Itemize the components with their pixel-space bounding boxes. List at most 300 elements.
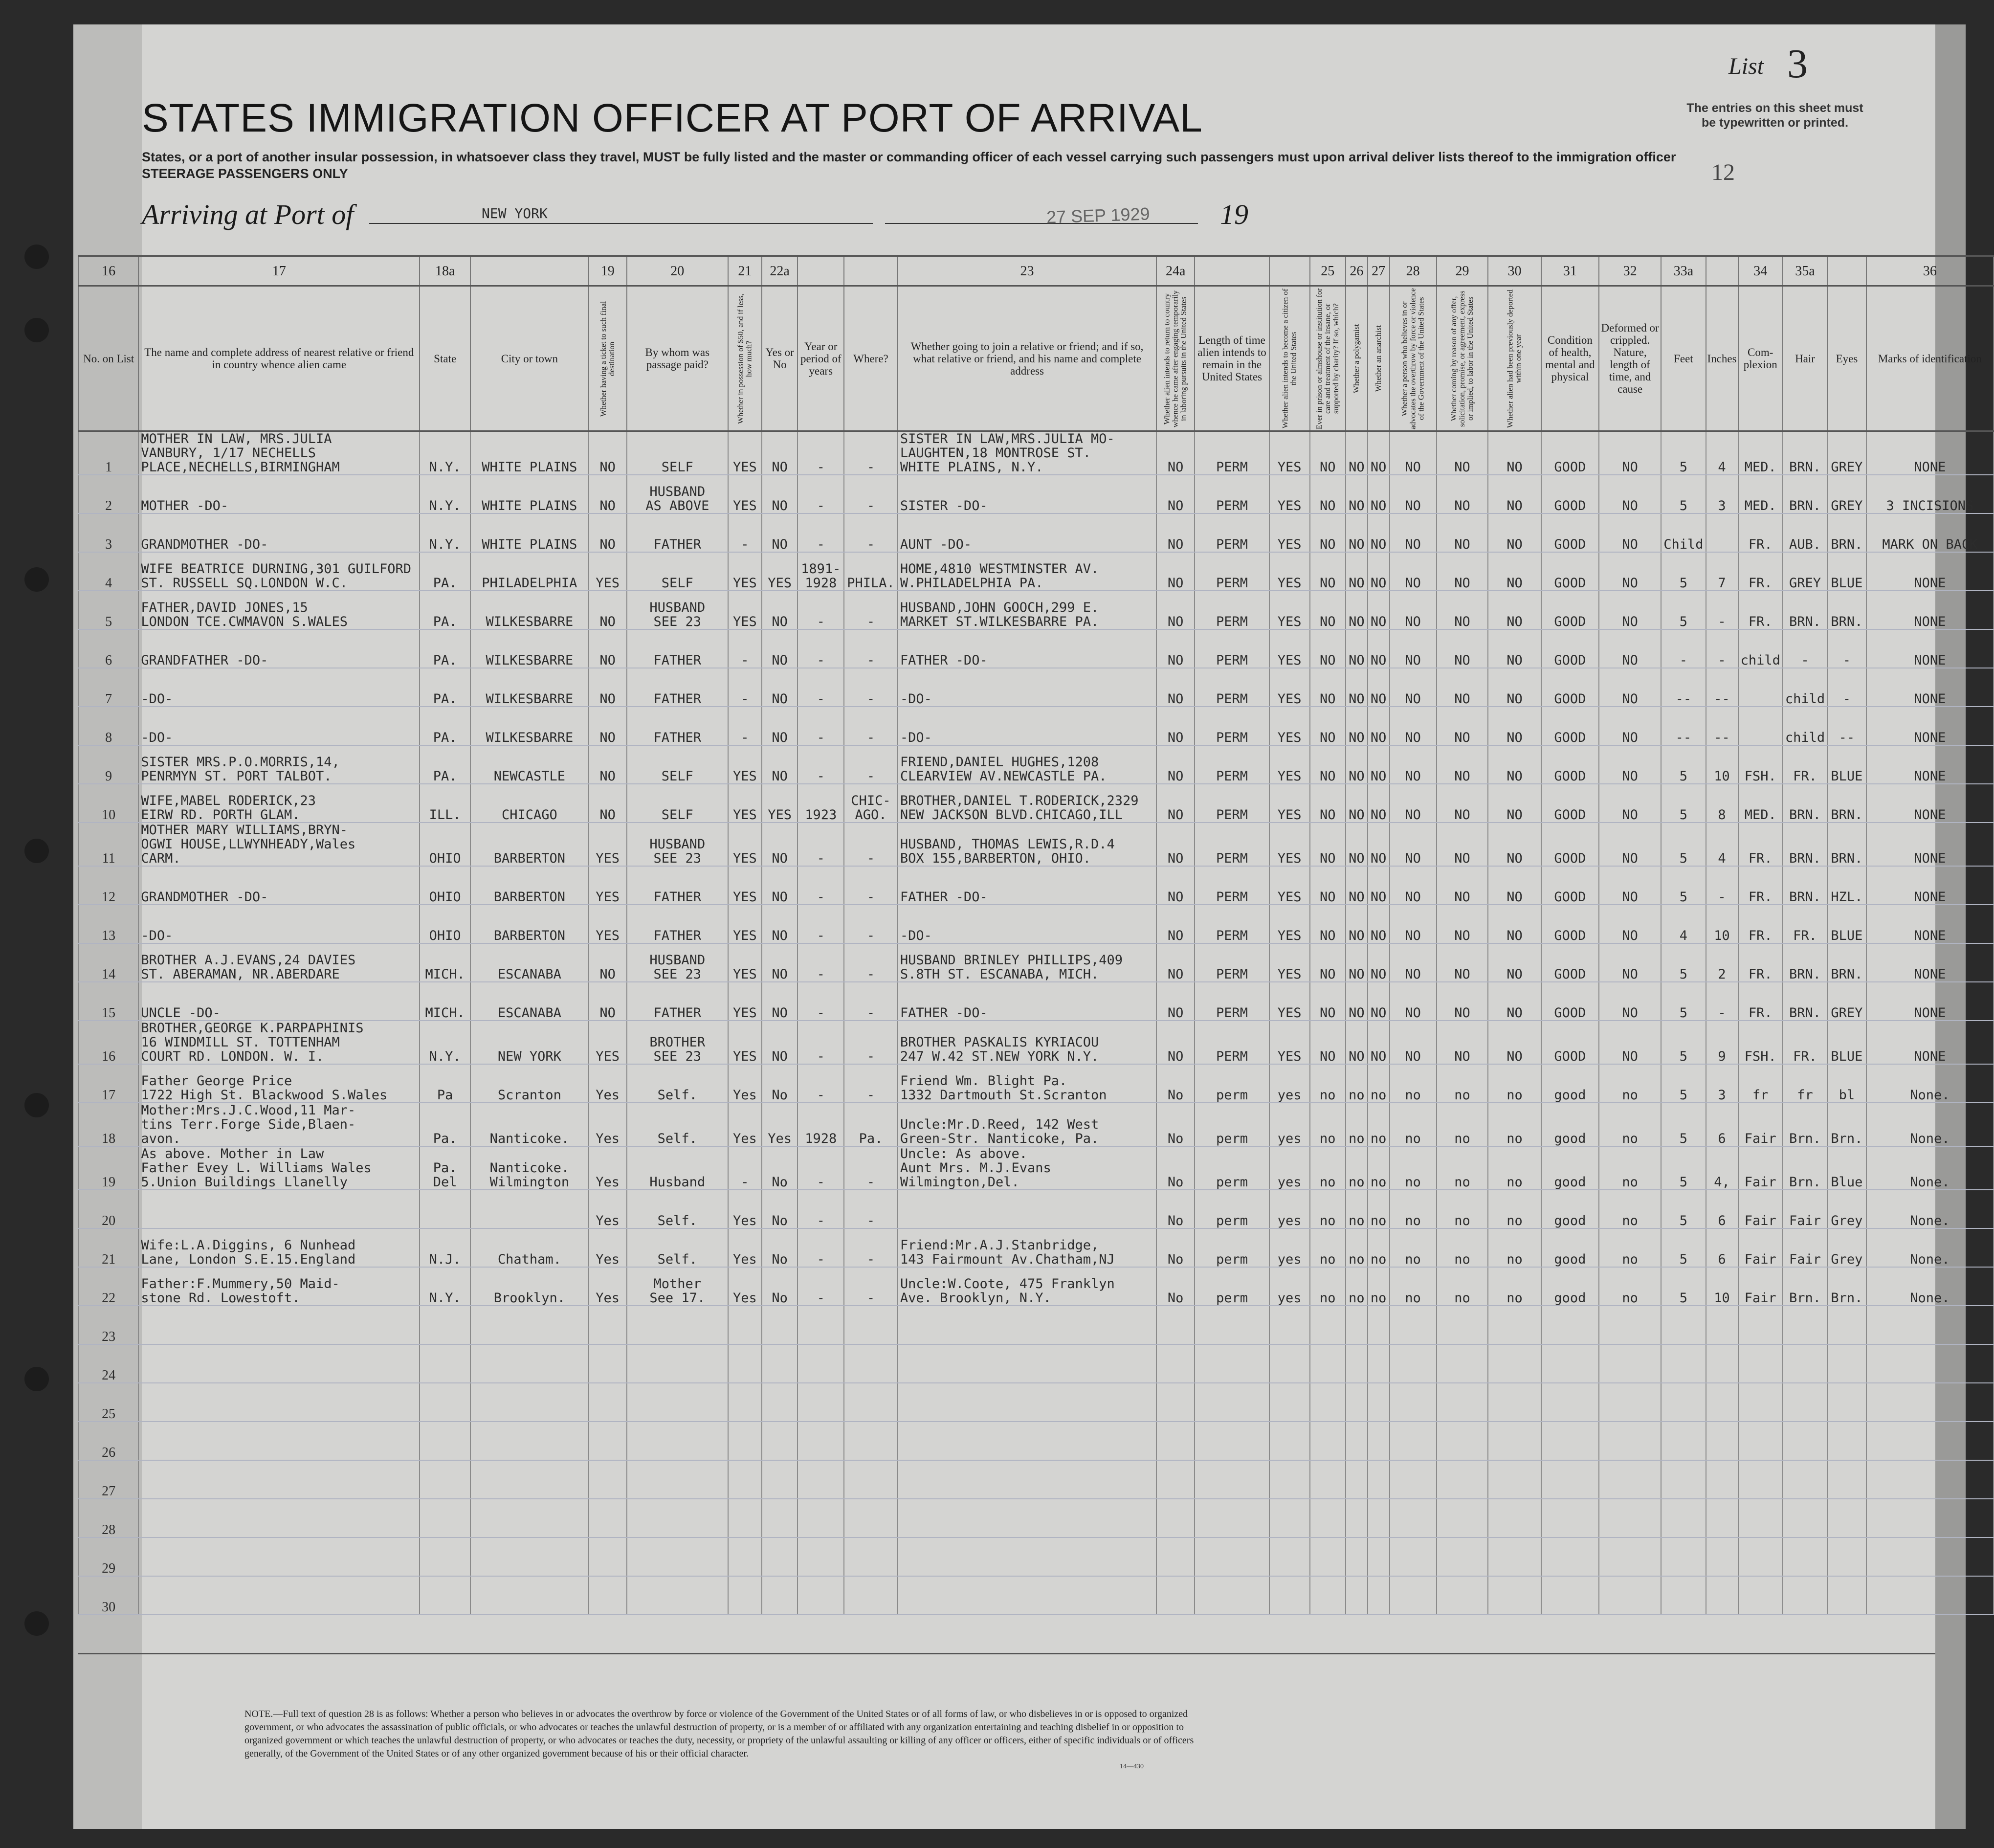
cell-deformed: no [1599, 1103, 1661, 1146]
cell-ticket: NO [589, 475, 627, 513]
cell-prison [1310, 1460, 1346, 1499]
cell-length: PERM [1195, 475, 1269, 513]
row-number: 1 [79, 431, 138, 475]
column-header: Com- plexion [1738, 286, 1783, 431]
cell-feet [1661, 1576, 1706, 1615]
cell-before: NO [762, 1021, 798, 1064]
cell-anarch: NO [1368, 1021, 1390, 1064]
cell-return: NO [1156, 475, 1195, 513]
cell-q30: NO [1488, 982, 1541, 1021]
cell-relative: As above. Mother in Law Father Evey L. Williams Wales 5.Union Buildings Llanelly [138, 1146, 420, 1190]
cell-q28 [1390, 1460, 1437, 1499]
cell-q29 [1437, 1422, 1488, 1460]
cell-anarch: NO [1368, 707, 1390, 745]
cell-complexion [1738, 1306, 1783, 1344]
arriving-label: Arriving at Port of [142, 199, 354, 230]
cell-hair: FR. [1783, 1021, 1827, 1064]
cell-marks: None. [1866, 1228, 1994, 1267]
cell-money: YES [728, 431, 762, 475]
row-number: 17 [79, 1064, 138, 1103]
row-number: 3 [79, 513, 138, 552]
cell-return [1156, 1422, 1195, 1460]
cell-q28: no [1390, 1146, 1437, 1190]
cell-anarch [1368, 1499, 1390, 1537]
cell-q30: NO [1488, 745, 1541, 784]
cell-health: GOOD [1541, 552, 1599, 591]
cell-deformed [1599, 1422, 1661, 1460]
cell-city: NEW YORK [470, 1021, 589, 1064]
cell-join: FATHER -DO- [898, 982, 1156, 1021]
cell-complexion [1738, 1460, 1783, 1499]
cell-q29: no [1437, 1064, 1488, 1103]
cell-q28: NO [1390, 668, 1437, 707]
cell-return [1156, 1344, 1195, 1383]
cell-ticket [589, 1576, 627, 1615]
column-header: Ever in prison or almshouse or institution for care and treatment of the insane, or supported by charity? If so, which? [1310, 286, 1346, 431]
cell-state: MICH. [420, 982, 470, 1021]
cell-city [470, 1499, 589, 1537]
cell-marks: None. [1866, 1103, 1994, 1146]
cell-q28 [1390, 1383, 1437, 1422]
cell-join: FATHER -DO- [898, 629, 1156, 668]
cell-relative: MOTHER MARY WILLIAMS,BRYN- OGWI HOUSE,LLWYNHEADY,Wales CARM. [138, 823, 420, 866]
cell-q28: NO [1390, 475, 1437, 513]
cell-length: PERM [1195, 745, 1269, 784]
table-row [79, 1306, 1994, 1344]
cell-hair [1783, 1576, 1827, 1615]
cell-marks [1866, 1306, 1994, 1344]
cell-health [1541, 1422, 1599, 1460]
cell-where [844, 1422, 898, 1460]
cell-hair: BRN. [1783, 475, 1827, 513]
cell-join: HUSBAND, THOMAS LEWIS,R.D.4 BOX 155,BARBERTON, OHIO. [898, 823, 1156, 866]
cell-complexion [1738, 707, 1783, 745]
cell-hair: BRN. [1783, 943, 1827, 982]
column-header: Whether alien intends to return to country whence he came after engaging temporarily in laboring pursuits in the United States [1156, 286, 1195, 431]
cell-money: YES [728, 823, 762, 866]
cell-return: No [1156, 1228, 1195, 1267]
cell-return: NO [1156, 745, 1195, 784]
cell-money: YES [728, 866, 762, 905]
cell-deformed: NO [1599, 745, 1661, 784]
cell-years: - [798, 475, 844, 513]
cell-complexion: FR. [1738, 943, 1783, 982]
cell-return [1156, 1537, 1195, 1576]
column-number: 29 [1437, 256, 1488, 286]
cell-anarch: no [1368, 1267, 1390, 1306]
cell-before: No [762, 1228, 798, 1267]
cell-anarch [1368, 1306, 1390, 1344]
cell-return: NO [1156, 866, 1195, 905]
cell-inches: 4 [1706, 823, 1738, 866]
cell-city [470, 1422, 589, 1460]
cell-ticket: NO [589, 982, 627, 1021]
cell-years: - [798, 905, 844, 943]
cell-marks: NONE [1866, 982, 1994, 1021]
cell-before [762, 1344, 798, 1383]
date-underline [885, 223, 1198, 224]
cell-money: YES [728, 905, 762, 943]
cell-money: YES [728, 784, 762, 823]
cell-q28 [1390, 1344, 1437, 1383]
cell-poly: NO [1346, 866, 1368, 905]
cell-years [798, 1306, 844, 1344]
cell-q28: NO [1390, 1021, 1437, 1064]
cell-money: YES [728, 591, 762, 629]
cell-state [420, 1344, 470, 1383]
cell-feet: 5 [1661, 1146, 1706, 1190]
cell-health [1541, 1344, 1599, 1383]
cell-health: GOOD [1541, 1021, 1599, 1064]
punch-hole [24, 318, 49, 342]
cell-length: PERM [1195, 707, 1269, 745]
cell-where: - [844, 823, 898, 866]
cell-length [1195, 1306, 1269, 1344]
cell-citizen: yes [1269, 1103, 1310, 1146]
cell-years [798, 1344, 844, 1383]
column-header: Marks of identification [1866, 286, 1994, 431]
cell-return: NO [1156, 823, 1195, 866]
cell-q30: NO [1488, 552, 1541, 591]
cell-years: - [798, 591, 844, 629]
cell-eyes: Brn. [1827, 1267, 1866, 1306]
column-number [1706, 256, 1738, 286]
cell-deformed: NO [1599, 629, 1661, 668]
cell-q30: NO [1488, 823, 1541, 866]
cell-return [1156, 1383, 1195, 1422]
cell-inches: - [1706, 982, 1738, 1021]
cell-inches: 6 [1706, 1190, 1738, 1228]
cell-q30: no [1488, 1103, 1541, 1146]
cell-inches: 10 [1706, 745, 1738, 784]
cell-q29: NO [1437, 629, 1488, 668]
cell-citizen: YES [1269, 866, 1310, 905]
cell-q28: NO [1390, 823, 1437, 866]
cell-city [470, 1383, 589, 1422]
cell-poly: NO [1346, 1021, 1368, 1064]
cell-q29: NO [1437, 1021, 1488, 1064]
cell-feet [1661, 1499, 1706, 1537]
cell-q29: NO [1437, 823, 1488, 866]
cell-city: CHICAGO [470, 784, 589, 823]
cell-marks: NONE [1866, 905, 1994, 943]
column-header: Deformed or crippled. Nature, length of time, and cause [1599, 286, 1661, 431]
cell-q28 [1390, 1422, 1437, 1460]
cell-years [798, 1537, 844, 1576]
cell-length: perm [1195, 1146, 1269, 1190]
cell-ticket: YES [589, 866, 627, 905]
cell-city: BARBERTON [470, 905, 589, 943]
cell-deformed: NO [1599, 431, 1661, 475]
port-underline [369, 223, 873, 224]
column-number: 34 [1738, 256, 1783, 286]
cell-health: GOOD [1541, 668, 1599, 707]
cell-years: - [798, 1146, 844, 1190]
cell-ticket: Yes [589, 1146, 627, 1190]
column-number: 20 [627, 256, 728, 286]
row-number: 28 [79, 1499, 138, 1537]
cell-join [898, 1460, 1156, 1499]
cell-city: WILKESBARRE [470, 668, 589, 707]
row-number: 7 [79, 668, 138, 707]
cell-join: SISTER -DO- [898, 475, 1156, 513]
cell-eyes: GREY [1827, 475, 1866, 513]
row-number: 27 [79, 1460, 138, 1499]
cell-money: Yes [728, 1190, 762, 1228]
cell-join: AUNT -DO- [898, 513, 1156, 552]
page-title: STATES IMMIGRATION OFFICER AT PORT OF ARRIVAL [142, 96, 1203, 140]
cell-return: NO [1156, 1021, 1195, 1064]
cell-deformed: no [1599, 1228, 1661, 1267]
cell-relative: MOTHER -DO- [138, 475, 420, 513]
cell-complexion [1738, 1576, 1783, 1615]
cell-inches: 3 [1706, 1064, 1738, 1103]
cell-q28: NO [1390, 552, 1437, 591]
cell-money: - [728, 629, 762, 668]
cell-years: - [798, 1021, 844, 1064]
cell-join: BROTHER PASKALIS KYRIACOU 247 W.42 ST.NEW YORK N.Y. [898, 1021, 1156, 1064]
cell-deformed: no [1599, 1267, 1661, 1306]
cell-money [728, 1344, 762, 1383]
column-number: 16 [79, 256, 138, 286]
cell-length: PERM [1195, 905, 1269, 943]
cell-feet: 4 [1661, 905, 1706, 943]
column-header-row [79, 286, 1994, 431]
cell-feet: -- [1661, 707, 1706, 745]
cell-before: No [762, 1146, 798, 1190]
cell-prison: NO [1310, 823, 1346, 866]
cell-q30: NO [1488, 866, 1541, 905]
cell-state: N.Y. [420, 431, 470, 475]
cell-city: WILKESBARRE [470, 707, 589, 745]
cell-relative: SISTER MRS.P.O.MORRIS,14, PENRMYN ST. PORT TALBOT. [138, 745, 420, 784]
cell-length [1195, 1422, 1269, 1460]
cell-deformed: NO [1599, 668, 1661, 707]
cell-before [762, 1306, 798, 1344]
cell-q29: NO [1437, 745, 1488, 784]
cell-inches [1706, 1576, 1738, 1615]
cell-money: - [728, 707, 762, 745]
row-number: 5 [79, 591, 138, 629]
cell-ticket: NO [589, 943, 627, 982]
cell-hair: BRN. [1783, 866, 1827, 905]
cell-return: NO [1156, 784, 1195, 823]
cell-length: PERM [1195, 629, 1269, 668]
column-header: By whom was passage paid? [627, 286, 728, 431]
column-number: 31 [1541, 256, 1599, 286]
table-row [79, 1499, 1994, 1537]
cell-eyes: BRN. [1827, 591, 1866, 629]
cell-inches [1706, 1306, 1738, 1344]
cell-marks: NONE [1866, 591, 1994, 629]
cell-before: No [762, 1190, 798, 1228]
cell-hair [1783, 1460, 1827, 1499]
cell-where: - [844, 1146, 898, 1190]
column-number: 22a [762, 256, 798, 286]
cell-return: No [1156, 1103, 1195, 1146]
cell-hair [1783, 1383, 1827, 1422]
cell-where: - [844, 629, 898, 668]
cell-relative [138, 1383, 420, 1422]
cell-paid: FATHER [627, 707, 728, 745]
cell-state: OHIO [420, 905, 470, 943]
cell-health: good [1541, 1064, 1599, 1103]
cell-before [762, 1576, 798, 1615]
cell-q28: NO [1390, 905, 1437, 943]
cell-marks [1866, 1383, 1994, 1422]
cell-ticket: Yes [589, 1103, 627, 1146]
cell-q29: NO [1437, 866, 1488, 905]
cell-inches: 2 [1706, 943, 1738, 982]
cell-health: GOOD [1541, 784, 1599, 823]
cell-poly [1346, 1499, 1368, 1537]
column-header: Whether alien had been previously deported within one year [1488, 286, 1541, 431]
cell-where [844, 1537, 898, 1576]
cell-years [798, 1383, 844, 1422]
cell-state [420, 1306, 470, 1344]
cell-before: No [762, 1064, 798, 1103]
cell-city: WHITE PLAINS [470, 513, 589, 552]
cell-length: PERM [1195, 943, 1269, 982]
cell-poly: NO [1346, 513, 1368, 552]
cell-money: Yes [728, 1103, 762, 1146]
cell-citizen [1269, 1306, 1310, 1344]
cell-deformed [1599, 1576, 1661, 1615]
cell-length: PERM [1195, 591, 1269, 629]
cell-where [844, 1344, 898, 1383]
cell-q28: NO [1390, 629, 1437, 668]
cell-q29: NO [1437, 668, 1488, 707]
cell-relative [138, 1422, 420, 1460]
cell-return: No [1156, 1146, 1195, 1190]
cell-deformed: no [1599, 1064, 1661, 1103]
cell-money: Yes [728, 1228, 762, 1267]
cell-where: - [844, 943, 898, 982]
cell-prison: NO [1310, 431, 1346, 475]
cell-q30: no [1488, 1146, 1541, 1190]
cell-health: GOOD [1541, 943, 1599, 982]
punch-hole [24, 839, 49, 863]
cell-paid [627, 1344, 728, 1383]
cell-city [470, 1537, 589, 1576]
cell-paid [627, 1460, 728, 1499]
cell-marks: None. [1866, 1064, 1994, 1103]
column-header: Eyes [1827, 286, 1866, 431]
cell-citizen: YES [1269, 475, 1310, 513]
cell-inches: 7 [1706, 552, 1738, 591]
cell-complexion: FR. [1738, 513, 1783, 552]
cell-money: YES [728, 745, 762, 784]
cell-state [420, 1190, 470, 1228]
cell-city: Brooklyn. [470, 1267, 589, 1306]
cell-prison: no [1310, 1267, 1346, 1306]
cell-q29 [1437, 1576, 1488, 1615]
cell-marks: NONE [1866, 629, 1994, 668]
cell-hair: BRN. [1783, 982, 1827, 1021]
cell-prison: NO [1310, 866, 1346, 905]
cell-poly [1346, 1383, 1368, 1422]
cell-state: N.Y. [420, 1267, 470, 1306]
column-header: Yes or No [762, 286, 798, 431]
cell-deformed: NO [1599, 905, 1661, 943]
column-number-row [79, 256, 1994, 286]
row-number: 6 [79, 629, 138, 668]
column-number: 27 [1368, 256, 1390, 286]
cell-q28 [1390, 1537, 1437, 1576]
cell-hair: - [1783, 629, 1827, 668]
cell-relative: UNCLE -DO- [138, 982, 420, 1021]
table-row [79, 431, 1994, 475]
cell-ticket [589, 1422, 627, 1460]
cell-ticket [589, 1499, 627, 1537]
cell-paid: FATHER [627, 629, 728, 668]
cell-anarch: NO [1368, 745, 1390, 784]
cell-eyes: Grey [1827, 1190, 1866, 1228]
cell-return: NO [1156, 668, 1195, 707]
cell-deformed: NO [1599, 866, 1661, 905]
cell-relative [138, 1190, 420, 1228]
cell-q29: NO [1437, 784, 1488, 823]
cell-inches: 10 [1706, 905, 1738, 943]
cell-return [1156, 1460, 1195, 1499]
cell-q30: NO [1488, 707, 1541, 745]
cell-feet: 5 [1661, 745, 1706, 784]
cell-city: BARBERTON [470, 866, 589, 905]
form-number: 14—430 [1120, 1763, 1144, 1770]
cell-where [844, 1460, 898, 1499]
cell-eyes [1827, 1344, 1866, 1383]
cell-eyes: Blue [1827, 1146, 1866, 1190]
cell-q30 [1488, 1460, 1541, 1499]
cell-before: NO [762, 982, 798, 1021]
cell-return [1156, 1576, 1195, 1615]
cell-poly: no [1346, 1190, 1368, 1228]
table-row [79, 629, 1994, 668]
cell-deformed [1599, 1306, 1661, 1344]
cell-join: SISTER IN LAW,MRS.JULIA MO- LAUGHTEN,18 MONTROSE ST. WHITE PLAINS, N.Y. [898, 431, 1156, 475]
cell-q28: NO [1390, 431, 1437, 475]
cell-feet: 5 [1661, 1021, 1706, 1064]
cell-prison [1310, 1576, 1346, 1615]
cell-return [1156, 1499, 1195, 1537]
cell-health: good [1541, 1267, 1599, 1306]
cell-inches: -- [1706, 668, 1738, 707]
cell-state [420, 1383, 470, 1422]
cell-feet: 5 [1661, 1103, 1706, 1146]
cell-q28: NO [1390, 707, 1437, 745]
row-number: 19 [79, 1146, 138, 1190]
cell-anarch: NO [1368, 784, 1390, 823]
cell-paid: Self. [627, 1064, 728, 1103]
cell-length [1195, 1537, 1269, 1576]
cell-feet: 5 [1661, 475, 1706, 513]
cell-years [798, 1460, 844, 1499]
cell-city: ESCANABA [470, 943, 589, 982]
cell-feet: 5 [1661, 823, 1706, 866]
cell-inches: 10 [1706, 1267, 1738, 1306]
cell-health [1541, 1383, 1599, 1422]
cell-anarch: NO [1368, 475, 1390, 513]
cell-poly [1346, 1306, 1368, 1344]
row-number: 15 [79, 982, 138, 1021]
cell-where: - [844, 1021, 898, 1064]
cell-poly: NO [1346, 982, 1368, 1021]
cell-join: Uncle:W.Coote, 475 Franklyn Ave. Brooklyn, N.Y. [898, 1267, 1156, 1306]
cell-return: NO [1156, 552, 1195, 591]
cell-q29 [1437, 1306, 1488, 1344]
cell-eyes: bl [1827, 1064, 1866, 1103]
cell-length: PERM [1195, 982, 1269, 1021]
